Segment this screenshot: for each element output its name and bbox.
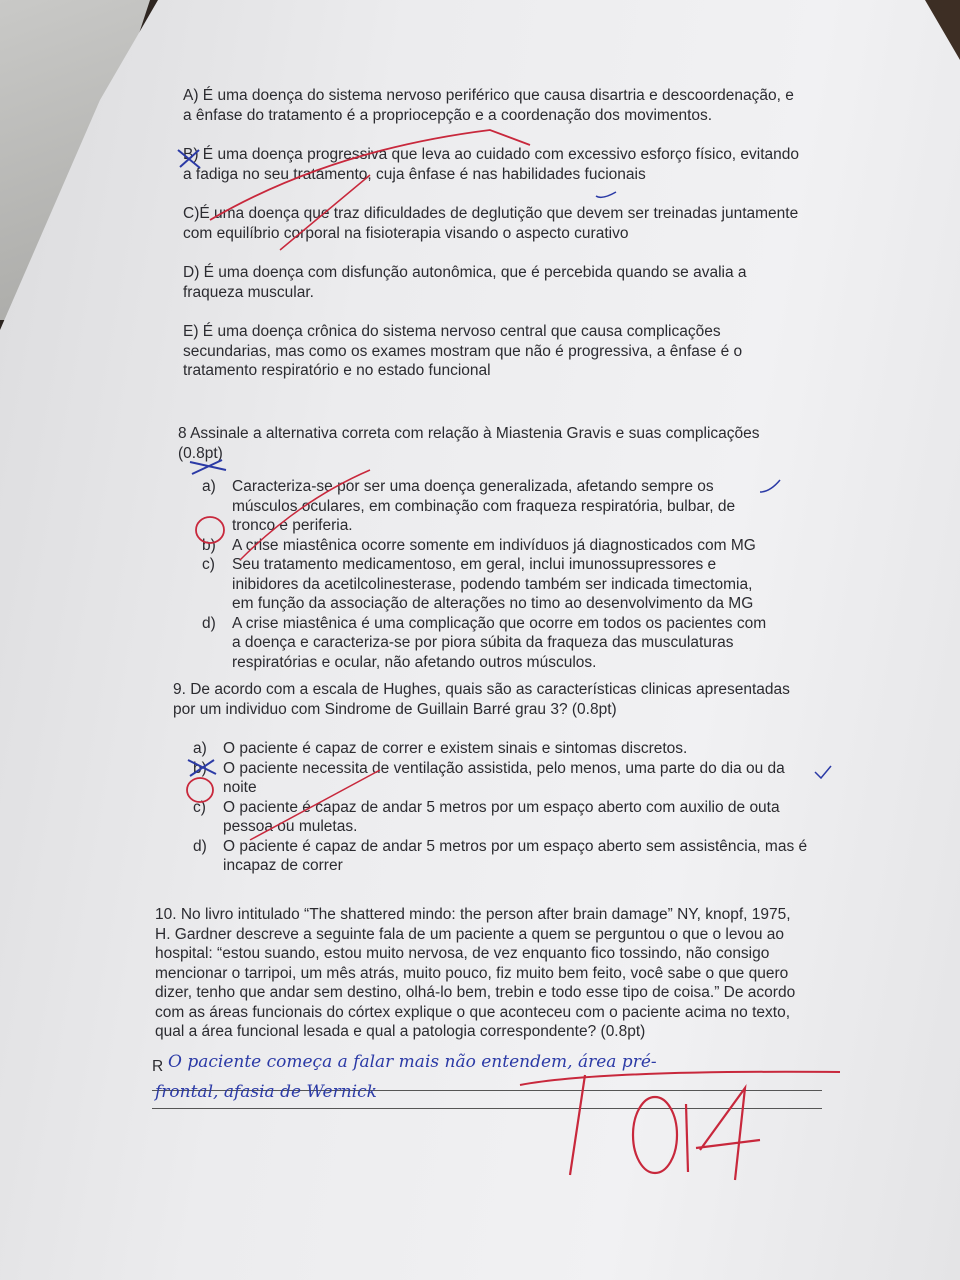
q7-option-c: C)É uma doença que traz dificuldades de deglutição que devem ser treinadas juntamente com equilíbrio corporal na fisioterapia visando o aspecto curativo xyxy=(183,205,799,242)
option-text: Seu tratamento medicamentoso, em geral, inclui imunossupressores e inibidores da acetilcolinesterase, podendo também ser indicada timectomia, em função da associação de alterações no timo ao desenvolvimento da MG xyxy=(232,556,754,612)
handwritten-answer-line-1: O paciente começa a falar mais não entendem, área pré- xyxy=(168,1052,657,1072)
option-letter: a) xyxy=(193,740,207,757)
option-letter: c) xyxy=(193,798,206,816)
option-text: O paciente é capaz de andar 5 metros por um espaço aberto com auxilio de outa pessoa ou muletas. xyxy=(223,798,780,835)
option-letter: c) xyxy=(202,556,215,573)
q7-option-a: A) É uma doença do sistema nervoso periférico que causa disartria e descoordenação, e a ênfase do tratamento é a propriocepção e a coordenação dos movimentos. xyxy=(183,87,794,124)
option-letter: d) xyxy=(202,614,216,632)
option-letter: d) xyxy=(193,837,207,855)
answer-label: R xyxy=(152,1058,164,1075)
option-text: O paciente é capaz de correr e existem sinais e sintomas discretos. xyxy=(223,740,688,757)
q7-option-d: D) É uma doença com disfunção autonômica, que é percebida quando se avalia a fraqueza muscular. xyxy=(183,264,747,301)
option-text: O paciente é capaz de andar 5 metros por um espaço aberto sem assistência, mas é incapaz de correr xyxy=(223,837,808,874)
q8-title: 8 Assinale a alternativa correta com relação à Miastenia Gravis e suas complicações (0.8pt) xyxy=(178,425,760,462)
q7-option-e: E) É uma doença crônica do sistema nervoso central que causa complicações secundarias, mas como os exames mostram que não é progressiva, a ênfase é o tratamento respiratório e no estado funcional xyxy=(183,323,743,379)
option-text: Caracteriza-se por ser uma doença generalizada, afetando sempre os músculos oculares, em combinação com fraqueza respiratória, bulbar, de tronco e periferia. xyxy=(232,478,736,534)
q10-text: 10. No livro intitulado “The shattered mindo: the person after brain damage” NY, knopf, 1975, H. Gardner descreve a seguinte fala de um paciente a quem se perguntou o que o levou ao hospital: “estou suando, estou muito nervosa, de vez enquanto fico tossindo, não consigo mencionar o tarripoi, um mês atrás, muito pouco, fiz muito bem feito, você sabe o que quero dizer, tenho que andar sem destino, olhá-lo bem, trebin e todo esse tipo de coisa.” De acordo com as áreas funcionais do córtex explique o que aconteceu com o paciente acima no texto, qual a área funcional lesada e qual a patologia correspondente? (0.8pt) xyxy=(155,906,796,1040)
q7-option-b: B) É uma doença progressiva que leva ao cuidado com excessivo esforço físico, evitando a fadiga no seu tratamento, cuja ênfase é nas habilidades fucionais xyxy=(183,146,800,183)
q9-title: 9. De acordo com a escala de Hughes, quais são as características clinicas apresentadas por um individuo com Sindrome de Guillain Barré grau 3? (0.8pt) xyxy=(173,681,790,718)
option-text: A crise miastênica é uma complicação que ocorre em todos os pacientes com a doença e caracteriza-se por piora súbita da fraqueza das musculaturas respiratórias e ocular, não afetando outros músculos. xyxy=(232,614,767,671)
option-letter: a) xyxy=(202,478,216,495)
option-text: O paciente necessita de ventilação assistida, pelo menos, uma parte do dia ou da noite xyxy=(223,759,785,796)
option-letter: b) xyxy=(193,759,207,777)
handwritten-answer-line-2: frontal, afasia de Wernick xyxy=(155,1082,377,1102)
option-text: A crise miastênica ocorre somente em indivíduos já diagnosticados com MG xyxy=(232,536,756,554)
option-letter: b) xyxy=(202,536,216,554)
